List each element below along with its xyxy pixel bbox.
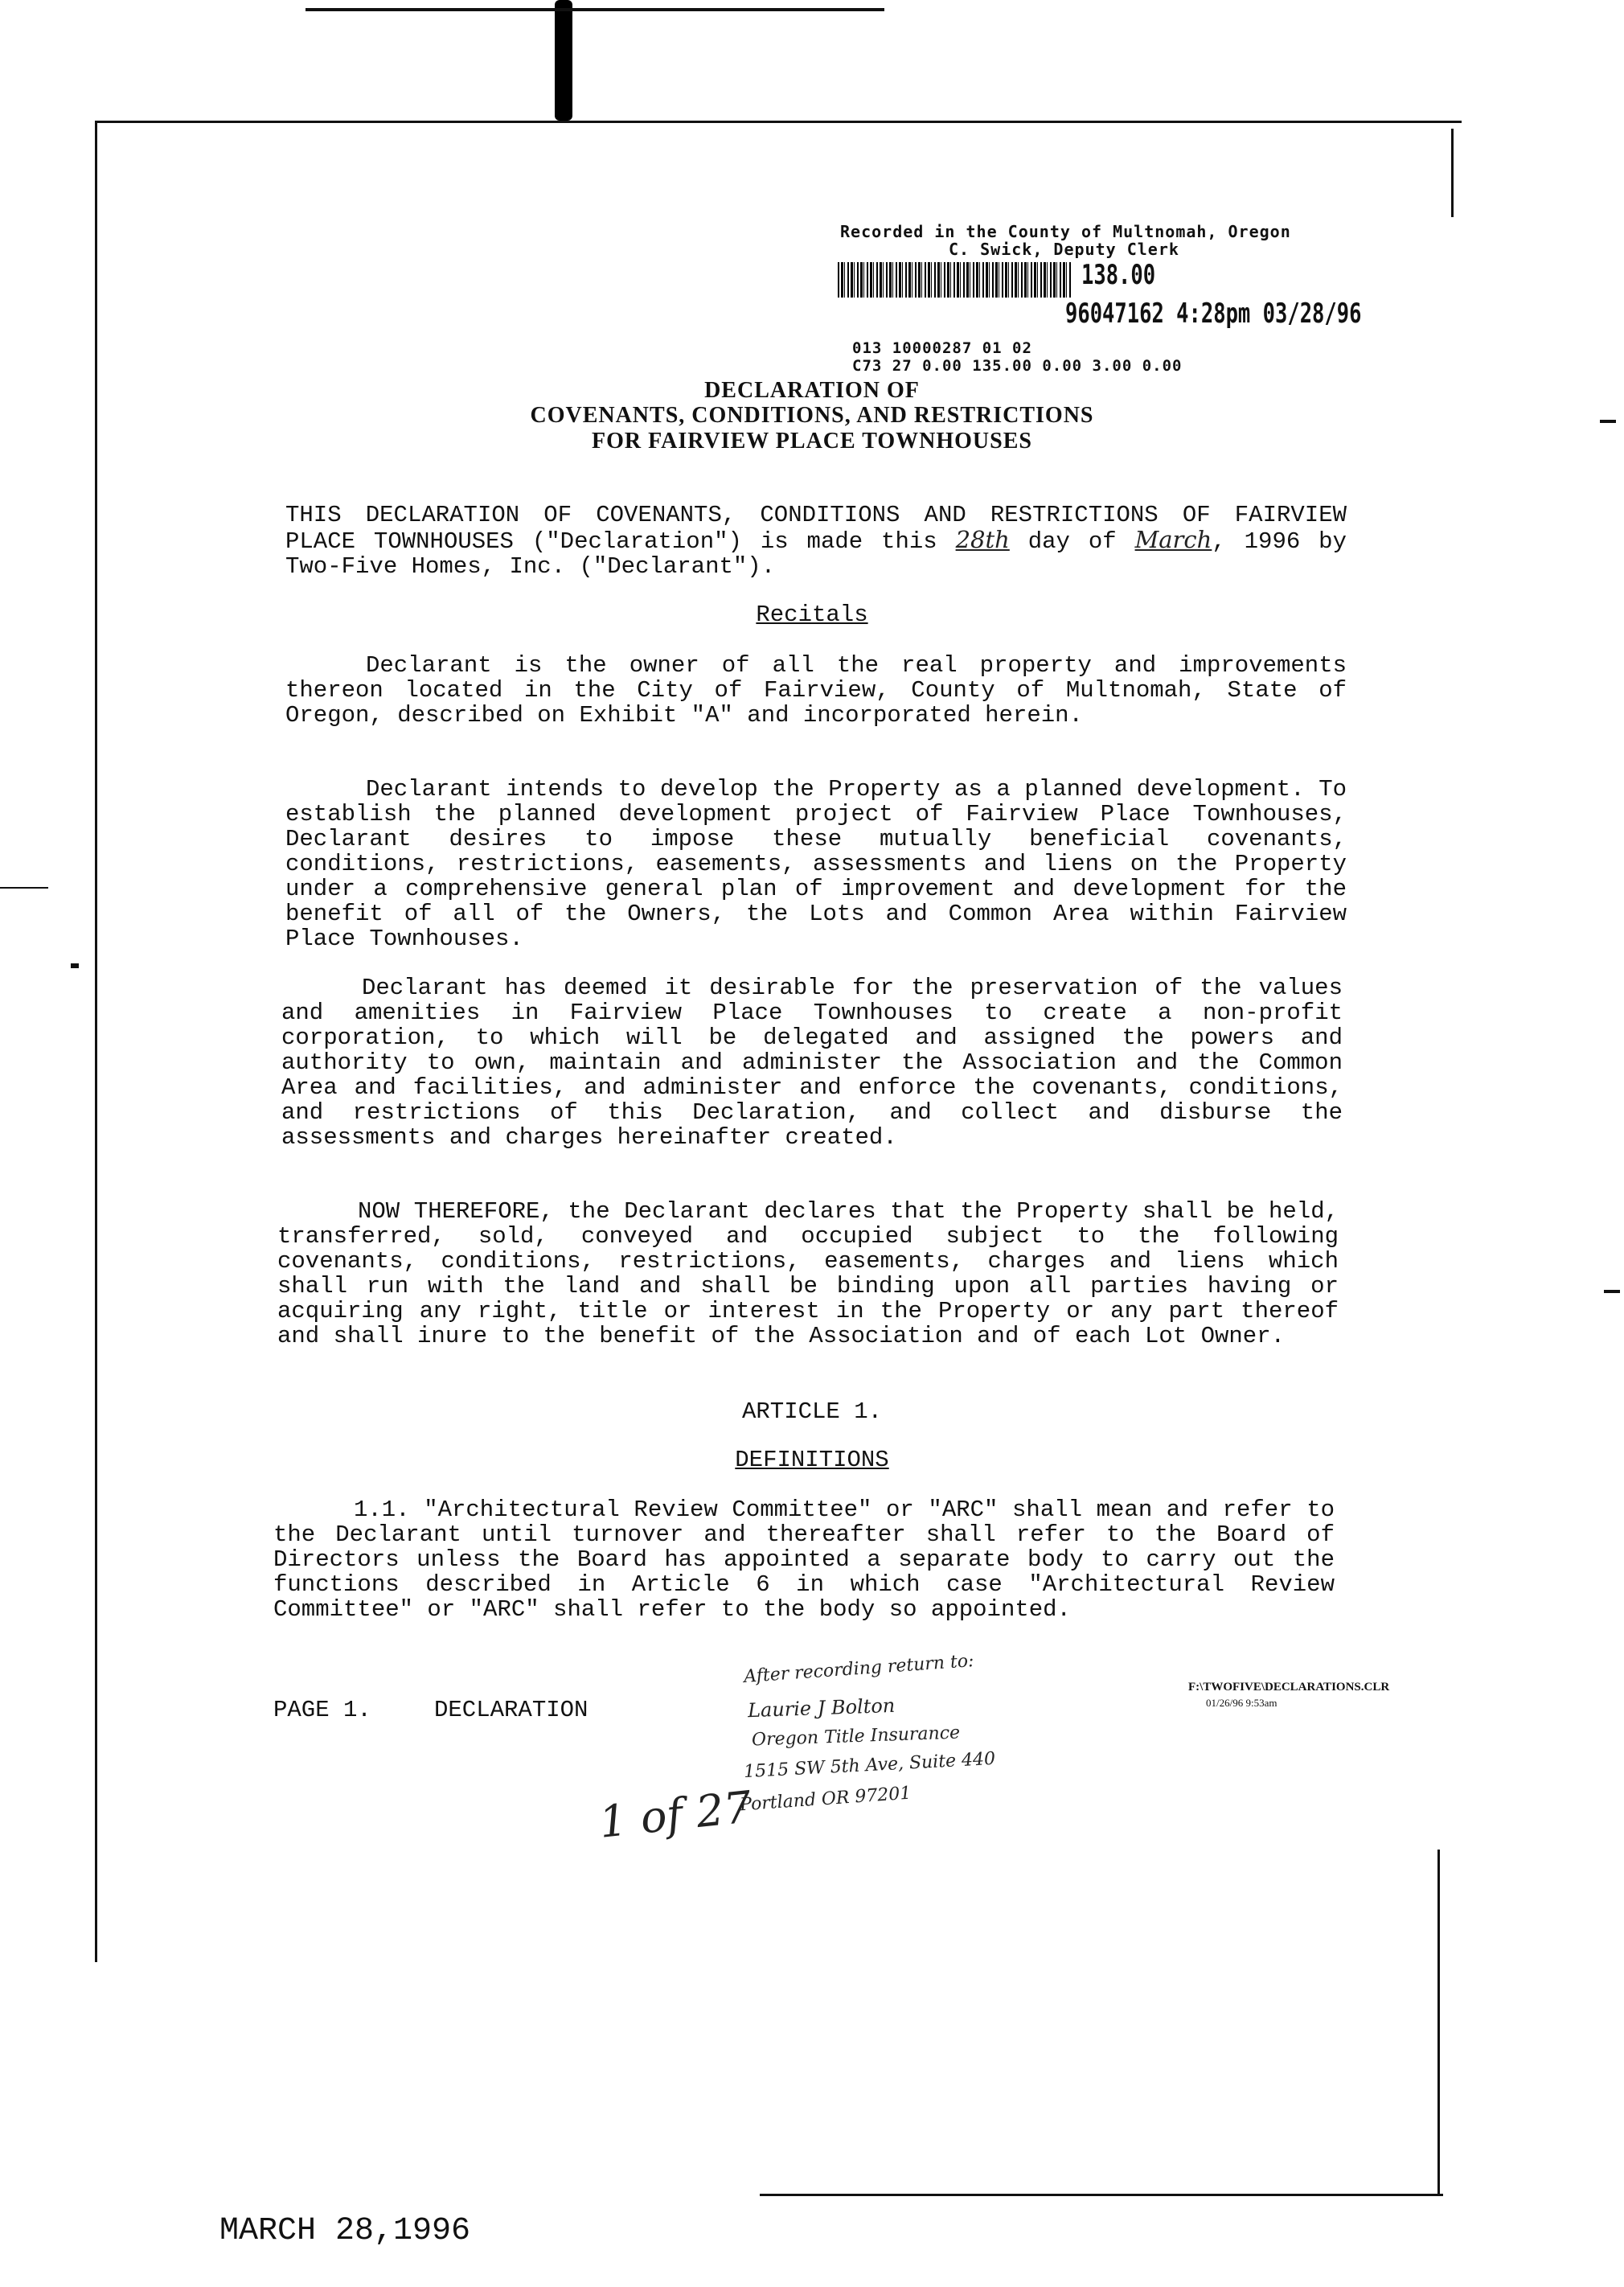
recital-paragraph-2: Declarant intends to develop the Property as a planned development. To establish the planned development project of Fairview Place Townhouses, Declarant desires to impose these mutually beneficial covenants, conditions, restrictions, easements, assessments and liens on the Property under a comprehensive general plan of improvement and development for the benefit of all of the Owners, the Lots and Common Area within Fairview Place Townhouses. bbox=[285, 776, 1347, 952]
footer-doc-label: DECLARATION bbox=[434, 1697, 588, 1723]
recording-barcode bbox=[838, 262, 1071, 298]
recording-code-2: C73 27 0.00 135.00 0.00 3.00 0.00 bbox=[852, 357, 1183, 375]
handwritten-return-line-4: 1515 SW 5th Ave, Suite 440 bbox=[743, 1748, 996, 1783]
article-heading: DEFINITIONS bbox=[735, 1447, 889, 1473]
right-mark-2 bbox=[1604, 1290, 1620, 1293]
handwritten-day: 28th bbox=[955, 526, 1010, 553]
intro-paragraph bbox=[285, 503, 1347, 579]
recording-county-line: Recorded in the County of Multnomah, Oregon bbox=[840, 222, 1291, 241]
handwritten-month: March bbox=[1134, 526, 1212, 553]
article-number: ARTICLE 1. bbox=[741, 1398, 883, 1425]
footer-file-date: 01/26/96 9:53am bbox=[1206, 1697, 1277, 1709]
recording-clerk-line: C. Swick, Deputy Clerk bbox=[949, 240, 1179, 259]
recital-paragraph-3: Declarant has deemed it desirable for the preservation of the values and amenities in Fairview Place Townhouses to create a non-profit corporation, to which will be delegated and assigned the powers and authority to own, maintain and administer the Association and the Common Area and facilities, and administer and enforce the covenants, conditions, and restrictions of this Declaration, and collect and disburse the assessments and charges hereinafter created. bbox=[281, 975, 1343, 1151]
intro-text-b: day of bbox=[1009, 528, 1135, 555]
frame-bottom-line bbox=[760, 2194, 1443, 2196]
recording-code-1: 013 10000287 01 02 bbox=[852, 339, 1032, 357]
top-scan-artifact bbox=[555, 0, 572, 121]
handwritten-return-line-5: Portland OR 97201 bbox=[739, 1783, 912, 1816]
footer-page-label: PAGE 1. bbox=[273, 1697, 371, 1723]
recital-paragraph-1: Declarant is the owner of all the real property and improvements thereon located in the City of Fairview, County of Multnomah, State of Oregon, described on Exhibit "A" and incorporated herein. bbox=[285, 652, 1347, 729]
handwritten-page-count: 1 of 27 bbox=[597, 1781, 754, 1848]
handwritten-return-line-2: Laurie J Bolton bbox=[747, 1694, 896, 1722]
title-line-2: COVENANTS, CONDITIONS, AND RESTRICTIONS bbox=[530, 403, 1094, 428]
frame-right-line bbox=[1451, 129, 1454, 217]
top-scan-edge bbox=[306, 8, 884, 11]
intro-text-a: THIS DECLARATION OF COVENANTS, CONDITIONS AND RESTRICTIONS OF FAIRVIEW PLACE TOWNHOUSES ("Declaration") is made this bbox=[285, 502, 1347, 555]
handwritten-return-line-1: After recording return to: bbox=[743, 1651, 975, 1687]
recording-instrument-number: 96047162 4:28pm 03/28/96 bbox=[1065, 298, 1362, 330]
title-line-3: FOR FAIRVIEW PLACE TOWNHOUSES bbox=[592, 429, 1032, 454]
footer-file-ref: F:\TWOFIVE\DECLARATIONS.CLR bbox=[1188, 1681, 1390, 1694]
frame-top-line bbox=[95, 121, 1462, 123]
frame-right-lower-line bbox=[1437, 1850, 1440, 2195]
recitals-heading: Recitals bbox=[756, 602, 868, 628]
left-margin-mark bbox=[0, 887, 48, 889]
handwritten-return-line-3: Oregon Title Insurance bbox=[751, 1722, 961, 1751]
title-line-1: DECLARATION OF bbox=[704, 378, 920, 403]
definition-1-1: 1.1. "Architectural Review Committee" or "ARC" shall mean and refer to the Declarant until turnover and thereafter shall refer to the Board of Directors unless the Board has appointed a separate body to carry out the functions described in Article 6 in which case "Architectural Review Committee" or "ARC" shall refer to the body so appointed. bbox=[273, 1497, 1335, 1623]
recital-paragraph-4: NOW THEREFORE, the Declarant declares that the Property shall be held, transferred, sold, conveyed and occupied subject to the following covenants, conditions, restrictions, easements, charges and liens which shall run with the land and shall be binding upon all parties having or acquiring any right, title or interest in the Property or any part thereof and shall inure to the benefit of the Association and of each Lot Owner. bbox=[277, 1198, 1339, 1349]
intro-text-c: , 1996 by Two-Five Homes, Inc. ("Declarant"). bbox=[285, 528, 1347, 580]
bottom-date: MARCH 28,1996 bbox=[219, 2213, 471, 2249]
left-mark-2 bbox=[71, 963, 79, 968]
recording-fee: 138.00 bbox=[1081, 259, 1156, 291]
